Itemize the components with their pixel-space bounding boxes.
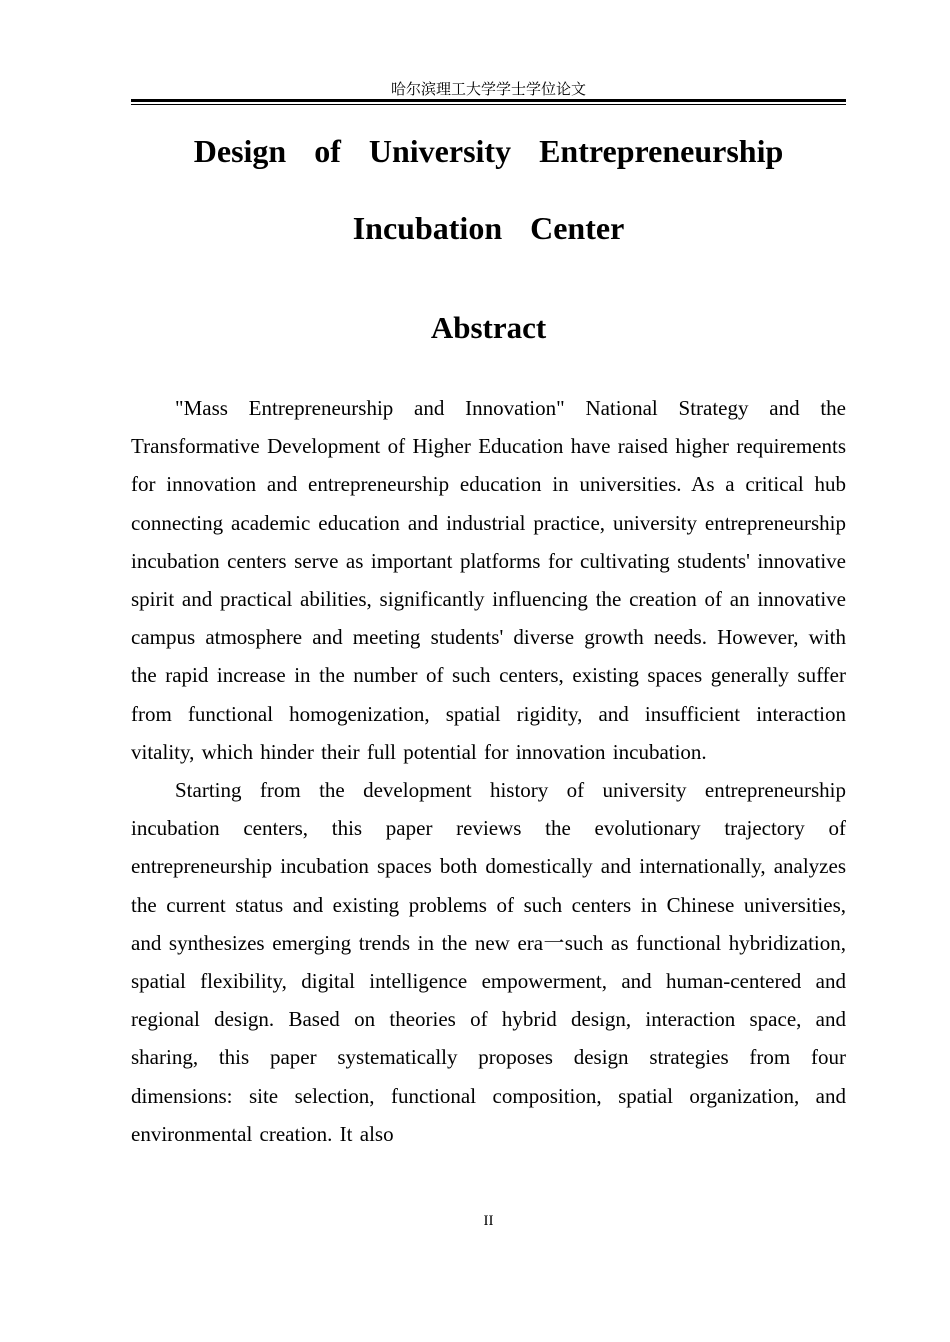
paper-title-line-1: Design of University Entrepreneurship [193, 133, 784, 169]
header-rule-thick [131, 99, 846, 102]
thesis-header-text: 哈尔滨理工大学学士学位论文 [390, 80, 586, 98]
abstract-heading: Abstract [430, 310, 547, 345]
abstract-paragraph-2: Starting from the development history of university entrepreneurship incubation centers, this paper reviews the evolutionary trajectory of entrepreneurship incubation spaces both domestically and internationally, analyzes the current status and existing problems of such centers in Chinese universities, and synthesizes emerging trends in the new era一such as functional hybridization, spatial flexibility, digital intelligence empowerment, and human-centered and regional design. Based on theories of hybrid design, interaction space, and sharing, this paper systematically proposes design strategies from four dimensions: site selection, functional composition, spatial organization, and environmental creation. It also [131, 778, 846, 1146]
paper-title-line-2: Incubation Center [352, 210, 625, 246]
abstract-body [131, 389, 846, 1153]
abstract-paragraph-1: "Mass Entrepreneurship and Innovation" National Strategy and the Transformative Development of Higher Education have raised higher requirements for innovation and entrepreneurship education in universities. As a critical hub connecting academic education and industrial practice, university entrepreneurship incubation centers serve as important platforms for cultivating students' innovative spirit and practical abilities, significantly influencing the creation of an innovative campus atmosphere and meeting students' diverse growth needs. However, with the rapid increase in the number of such centers, existing spaces generally suffer from functional homogenization, spatial rigidity, and insufficient interaction vitality, which hinder their full potential for innovation incubation. [131, 396, 846, 764]
header-rule-thin [131, 104, 846, 105]
page-number: II [483, 1213, 494, 1229]
